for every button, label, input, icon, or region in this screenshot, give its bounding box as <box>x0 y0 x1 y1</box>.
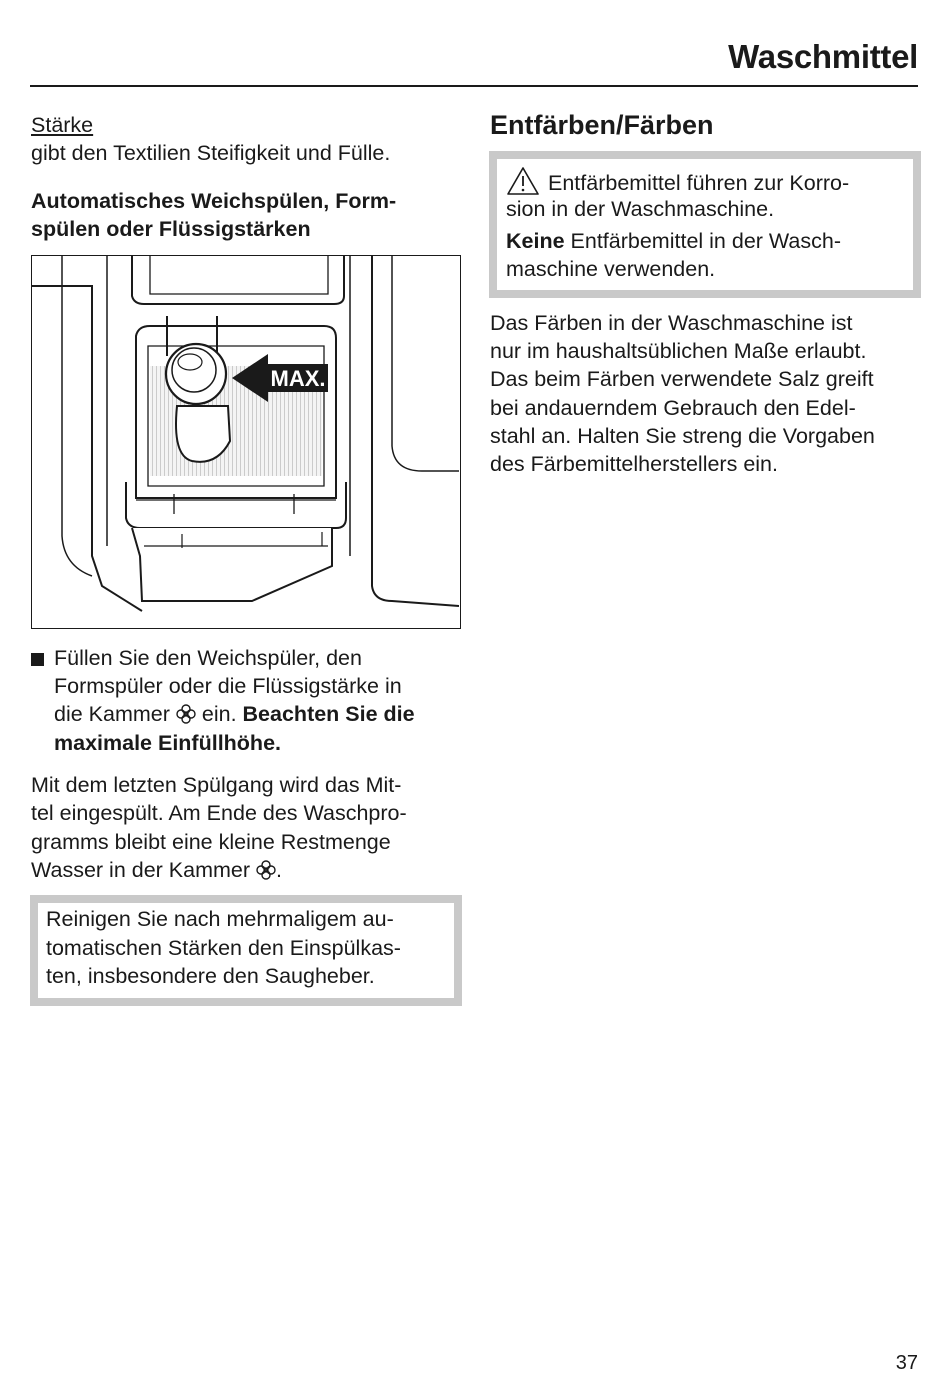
header-divider <box>30 85 918 87</box>
bullet-line2: Formspüler oder die Flüssigstärke in <box>54 674 402 698</box>
dispenser-figure <box>31 255 461 629</box>
auto-heading-line2: spülen oder Flüssigstärken <box>31 217 311 241</box>
section-title-decolor: Entfärben/Färben <box>490 110 714 140</box>
bullet-line1: Füllen Sie den Weichspüler, den <box>54 646 362 670</box>
dye-line5: stahl an. Halten Sie streng die Vorgaben <box>490 424 875 448</box>
bullet-square-icon <box>31 653 44 666</box>
warning-line1 <box>506 166 849 198</box>
bullet-line3-b: ein. <box>201 702 237 726</box>
dye-line3: Das beim Färben verwendete Salz greift <box>490 367 874 391</box>
dispenser-max-illustration <box>32 256 459 627</box>
dye-line6: des Färbemittelherstellers ein. <box>490 452 778 476</box>
starch-term: Stärke <box>31 113 94 137</box>
warning-line3 <box>506 227 841 256</box>
max-level-label: MAX. <box>270 366 326 391</box>
warning-line1-text: Entfärbemittel führen zur Korro- <box>548 171 850 195</box>
warning-line4: maschine verwenden. <box>506 257 716 281</box>
page-number: 37 <box>895 1352 918 1374</box>
bullet-line4: maximale Einfüllhöhe. <box>54 731 281 755</box>
softener-flower-icon <box>256 860 276 880</box>
note-line2: tomatischen Stärken den Einspülkas- <box>46 936 401 960</box>
auto-heading-line1: Automatisches Weichspülen, Form- <box>31 189 397 213</box>
bullet-line3-c: Beachten Sie die <box>242 702 415 726</box>
rinse-line4-b: . <box>276 858 282 882</box>
starch-description: gibt den Textilien Steifigkeit und Fülle. <box>31 141 391 165</box>
dye-line2: nur im haushaltsüblichen Maße erlaubt. <box>490 339 867 363</box>
warning-triangle-icon <box>506 166 540 196</box>
rinse-line4 <box>31 856 282 885</box>
note-line3: ten, insbesondere den Saugheber. <box>46 964 375 988</box>
warning-line3-bold: Keine <box>506 229 565 253</box>
rinse-line1: Mit dem letzten Spülgang wird das Mit- <box>31 773 402 797</box>
rinse-line4-a: Wasser in der Kammer <box>31 858 251 882</box>
bullet-line3-a: die Kammer <box>54 702 170 726</box>
warning-line3-text: Entfärbemittel in der Wasch- <box>564 229 841 253</box>
rinse-line2: tel eingespült. Am Ende des Waschpro- <box>31 801 407 825</box>
softener-flower-icon <box>176 704 196 724</box>
note-line1: Reinigen Sie nach mehrmaligem au- <box>46 907 394 931</box>
bullet-line3 <box>54 700 415 729</box>
page-header-title: Waschmittel <box>728 38 918 75</box>
dye-line1: Das Färben in der Waschmaschine ist <box>490 311 853 335</box>
rinse-line3: gramms bleibt eine kleine Restmenge <box>31 830 391 854</box>
dye-line4: bei andauerndem Gebrauch den Edel- <box>490 396 856 420</box>
warning-line2: sion in der Waschmaschine. <box>506 197 775 221</box>
